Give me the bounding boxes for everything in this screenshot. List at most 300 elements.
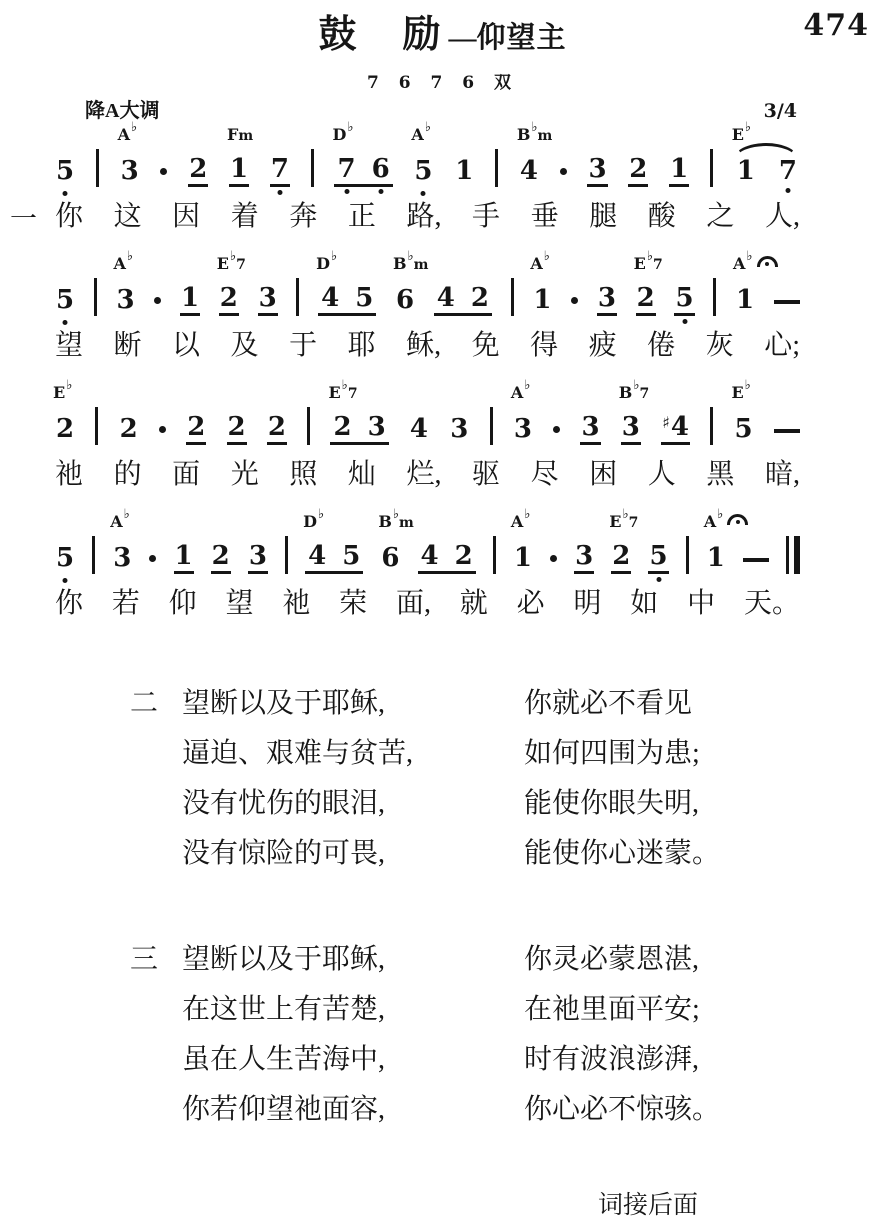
duration-dot (149, 555, 156, 562)
notes-row (55, 120, 800, 187)
lyric-syllable: 仰 (168, 588, 197, 619)
chord-label (732, 249, 778, 273)
barline (493, 536, 496, 574)
sharp-icon: ♯ (662, 413, 670, 432)
note: 5 (648, 543, 668, 574)
flat-icon: ♭ (646, 249, 654, 264)
fermata-icon (727, 514, 748, 525)
flat-icon: ♭ (543, 249, 550, 264)
chord-root: B (516, 125, 531, 144)
note: 2 (186, 414, 206, 445)
note: 3 (580, 414, 600, 445)
note-cell (454, 158, 474, 187)
note: 4 (308, 541, 327, 571)
chord-root: D (332, 125, 347, 144)
chord-label (618, 378, 650, 402)
verse-line (130, 679, 885, 729)
barline (96, 149, 99, 187)
note: 2 (56, 414, 75, 444)
barline (92, 536, 95, 574)
note-cell (628, 156, 648, 187)
chord-suffix: 7 (639, 386, 650, 402)
note-cell (248, 543, 268, 574)
lyric-syllable: 尽 (530, 459, 559, 490)
barline (311, 149, 314, 187)
chord-root: E (53, 383, 66, 402)
note-cell (674, 285, 694, 316)
flat-icon: ♭ (717, 507, 724, 522)
flat-icon: ♭ (123, 507, 130, 522)
lyric-syllable: 祂 (282, 588, 311, 619)
lyric-syllable: 荣 (339, 588, 368, 619)
duration-dot (571, 297, 578, 304)
hymn-title-subtitle: 仰望主 (476, 22, 567, 54)
verse-line (130, 935, 885, 985)
chord-root: E (731, 125, 744, 144)
verse-number: 二 (130, 688, 159, 719)
note-cell (731, 120, 800, 187)
note: 3 (120, 156, 139, 186)
verse-text-col2: 你就必不看见 (524, 688, 693, 719)
note-cell (211, 543, 231, 574)
lyric-syllable: 困 (589, 459, 618, 490)
note: 1 (174, 543, 194, 574)
note: 7 (778, 156, 797, 186)
note: 3 (450, 414, 469, 444)
note: 1 (735, 285, 755, 315)
note-cell (648, 543, 668, 574)
note-cell (180, 285, 200, 316)
chord-label (110, 507, 130, 531)
chord-label (609, 507, 639, 531)
note-cell (434, 285, 492, 316)
note: 2 (636, 285, 656, 316)
chord-label (516, 120, 553, 144)
lyric-syllable: 的 (113, 459, 142, 490)
half-note-dash (743, 558, 769, 562)
chord-label (378, 507, 414, 531)
chord-root: E (216, 254, 229, 273)
chord-root: A (732, 254, 746, 273)
chord-root: A (110, 512, 123, 531)
flat-icon: ♭ (744, 120, 752, 135)
hymn-title (0, 0, 885, 54)
flat-icon: ♭ (230, 249, 237, 264)
flat-icon: ♭ (744, 378, 751, 393)
chord-root: E (731, 383, 744, 402)
note-cell (117, 120, 140, 187)
barline-thin (786, 536, 789, 574)
lyric-syllable: 人 (647, 459, 676, 490)
key-time-row (85, 101, 797, 121)
barline (285, 536, 288, 574)
verse-text-col2: 时有波浪澎湃, (524, 1044, 700, 1075)
lyric-syllable: 照 (289, 459, 318, 490)
lyrics-row (55, 587, 800, 629)
flat-icon: ♭ (531, 120, 538, 135)
notes-row (55, 249, 800, 316)
flat-icon: ♭ (347, 120, 354, 135)
note-cell (411, 120, 433, 187)
note-cell (580, 414, 600, 445)
verse-line (130, 1035, 885, 1085)
note: 2 (211, 543, 231, 574)
chord-root: E (328, 383, 341, 402)
barline (307, 407, 310, 445)
barline (713, 278, 716, 316)
note: 5 (56, 543, 75, 573)
chord-root: D (303, 512, 317, 531)
music-line (55, 507, 800, 629)
note: 3 (597, 285, 617, 316)
chord-root: F (227, 125, 239, 144)
chord-label (703, 507, 749, 531)
note-cell (703, 507, 726, 574)
lyric-syllable: 稣, (406, 330, 442, 361)
note-cell (732, 249, 755, 316)
barline (495, 149, 498, 187)
chord-root: A (113, 254, 126, 273)
lyrics-row (55, 329, 800, 371)
flat-icon: ♭ (131, 120, 138, 135)
chord-suffix: 7 (628, 515, 639, 531)
barline (710, 149, 713, 187)
note-cell (332, 120, 392, 187)
note: 1 (736, 156, 755, 186)
note-cell (731, 378, 753, 445)
chord-suffix: m (413, 257, 429, 273)
lyric-syllable: 你 (55, 201, 84, 232)
verse-number: 三 (130, 944, 159, 975)
note: 4 (420, 541, 439, 571)
barline (490, 407, 493, 445)
chord-suffix: m (238, 128, 254, 144)
note: 5 (342, 541, 361, 571)
lyric-syllable: 如 (630, 588, 659, 619)
chord-suffix: 7 (347, 386, 358, 402)
note-cell (392, 249, 429, 316)
note: 7 (270, 156, 290, 187)
half-note-dash (774, 300, 800, 304)
hymn-title-dash: — (448, 23, 477, 54)
lyric-syllable: 烂, (406, 459, 442, 490)
lyric-syllable: 望 (55, 330, 84, 361)
chord-label (633, 249, 663, 273)
note: 2 (188, 156, 208, 187)
note: 3 (248, 543, 268, 574)
note: 2 (219, 285, 239, 316)
note: 2 (119, 414, 138, 444)
verse-text-col2: 如何四围为患; (524, 738, 700, 769)
flat-icon: ♭ (524, 378, 531, 393)
note: 2 (628, 156, 648, 187)
beamed-note-pair (334, 156, 392, 187)
barline (710, 407, 713, 445)
note-cell (303, 507, 363, 574)
lyric-syllable: 手 (472, 201, 501, 232)
lyric-syllable: 灰 (705, 330, 734, 361)
chord-root: E (609, 512, 622, 531)
note: 1 (706, 543, 725, 573)
note: 7 (337, 154, 356, 184)
note: 5 (414, 156, 433, 186)
note: 3 (258, 285, 278, 316)
note-cell (449, 416, 469, 445)
note: 5 (355, 283, 374, 313)
lyric-syllable: 断 (113, 330, 142, 361)
chord-label (731, 120, 752, 144)
lyric-syllable: 正 (347, 201, 376, 232)
flat-icon: ♭ (746, 249, 753, 264)
note: 4 (436, 283, 455, 313)
hymn-meter: 7 6 7 6 双 (367, 73, 518, 93)
chord-label (227, 127, 253, 143)
music-line (10, 120, 800, 242)
chord-root: A (510, 512, 524, 531)
verse-block (130, 935, 885, 1135)
note: 4 (519, 156, 538, 186)
note: 3 (574, 543, 594, 574)
chord-label (731, 378, 751, 402)
note: ♯4 (661, 414, 690, 445)
lyrics-row (10, 200, 800, 242)
flat-icon: ♭ (424, 120, 431, 135)
lyric-syllable: 必 (516, 588, 545, 619)
note: 3 (367, 412, 386, 442)
verse-text-col2: 在祂里面平安; (524, 994, 700, 1025)
flat-icon: ♭ (622, 507, 629, 522)
beamed-note-pair (418, 543, 476, 574)
note: 5 (56, 285, 75, 315)
lyric-syllable: 中 (687, 588, 716, 619)
chord-root: E (633, 254, 646, 273)
lyric-syllable: 暗, (764, 459, 800, 490)
chord-label (328, 378, 358, 402)
note-cell (574, 543, 594, 574)
note-cell (669, 156, 689, 187)
verse-line (130, 729, 885, 779)
beamed-note-pair (330, 414, 388, 445)
chord-root: B (378, 512, 392, 531)
note-cell (55, 287, 75, 316)
note-cell (258, 285, 278, 316)
chord-label (303, 507, 325, 531)
lyrics-row (55, 458, 800, 500)
lyric-syllable: 若 (111, 588, 140, 619)
barline (686, 536, 689, 574)
lyric-syllable: 得 (530, 330, 559, 361)
notes-row (55, 507, 800, 574)
flat-icon: ♭ (341, 378, 348, 393)
note-cell (510, 378, 533, 445)
note-cell (409, 416, 429, 445)
note-cell (316, 249, 376, 316)
note: 6 (395, 285, 415, 315)
chord-label (332, 120, 354, 144)
lyric-syllable: 这 (113, 201, 142, 232)
verse-text-col1: 没有惊险的可畏, (182, 838, 386, 869)
chord-root: D (316, 254, 330, 273)
lyric-syllable: 奔 (289, 201, 318, 232)
flat-icon: ♭ (524, 507, 531, 522)
note: 2 (227, 414, 247, 445)
note-cell (418, 543, 476, 574)
lyric-syllable: 于 (289, 330, 318, 361)
note: 2 (470, 283, 489, 313)
note-cell (119, 416, 139, 445)
lyric-syllable: 疲 (588, 330, 617, 361)
duration-dot (160, 168, 167, 175)
beamed-note-pair (434, 285, 492, 316)
lyric-syllable: 腿 (589, 201, 618, 232)
barline-thick (794, 536, 800, 574)
note-cell (55, 158, 75, 187)
note: 1 (669, 156, 689, 187)
lyric-syllable: 驱 (472, 459, 501, 490)
chord-root: B (618, 383, 633, 402)
duration-dot (550, 555, 557, 562)
verses-section (130, 679, 885, 1135)
note-cell (618, 378, 650, 445)
note: 4 (321, 283, 340, 313)
barline (296, 278, 299, 316)
flat-icon: ♭ (633, 378, 640, 393)
chord-label (216, 249, 246, 273)
final-barline (786, 536, 800, 574)
note-cell (609, 507, 639, 574)
note: 1 (455, 156, 474, 186)
note: 2 (267, 414, 287, 445)
verse-text-col1: 逼迫、艰难与贫苦, (182, 738, 414, 769)
note-cell (227, 414, 247, 445)
barline (511, 278, 514, 316)
key-signature: 降A大调 (85, 100, 160, 122)
verse-text-col1: 望断以及于耶稣, (182, 688, 386, 719)
lyric-syllable: 祂 (55, 459, 84, 490)
lyric-syllable: 光 (230, 459, 259, 490)
music-notation (10, 120, 800, 629)
note-cell (510, 507, 533, 574)
verse-text-col1: 没有忧伤的眼泪, (182, 788, 386, 819)
note-cell (328, 378, 388, 445)
note-cell (267, 414, 287, 445)
note-cell (55, 545, 75, 574)
verse-text-col1: 望断以及于耶稣, (182, 944, 386, 975)
barline (94, 278, 97, 316)
chord-label (117, 120, 138, 144)
verse-block (130, 679, 885, 879)
lyric-syllable: 天。 (743, 588, 800, 619)
note: 3 (513, 414, 532, 444)
note-cell (188, 156, 208, 187)
note-cell (227, 125, 254, 187)
page-number: 474 (803, 8, 869, 43)
lyric-syllable: 望 (225, 588, 254, 619)
note-cell (587, 156, 607, 187)
chord-root: A (530, 254, 543, 273)
lyric-syllable: 垂 (530, 201, 559, 232)
duration-dot (159, 426, 166, 433)
chord-root: A (703, 512, 717, 531)
lyric-syllable: 灿 (347, 459, 376, 490)
chord-suffix: m (537, 128, 553, 144)
note-cell (113, 249, 136, 316)
note: 5 (734, 414, 753, 444)
flat-icon: ♭ (392, 507, 400, 522)
note: 3 (621, 414, 641, 445)
verse-text-col2: 能使你眼失明, (524, 788, 700, 819)
lyric-syllable: 因 (172, 201, 201, 232)
note-cell (270, 156, 290, 187)
note: 3 (113, 543, 132, 573)
note-cell (597, 285, 617, 316)
lyric-syllable: 面, (395, 588, 431, 619)
verse-text-col1: 在这世上有苦楚, (182, 994, 386, 1025)
flat-icon: ♭ (66, 378, 73, 393)
hymn-title-main: 鼓 励 (318, 14, 445, 56)
chord-label (530, 249, 550, 273)
verse-text-col2: 你灵必蒙恩湛, (524, 944, 700, 975)
duration-dot (560, 168, 567, 175)
flat-icon: ♭ (407, 249, 414, 264)
note: 1 (180, 285, 200, 316)
note-cell (174, 543, 194, 574)
chord-root: B (392, 254, 407, 273)
lyric-syllable: 心; (764, 330, 800, 361)
lyric-syllable: 着 (230, 201, 259, 232)
chord-label (510, 378, 531, 402)
lyric-syllable: 就 (459, 588, 488, 619)
lyric-syllable: 明 (573, 588, 602, 619)
chord-suffix: 7 (653, 257, 663, 273)
verse-line (130, 1085, 885, 1135)
note: 4 (409, 414, 428, 444)
lyric-syllable: 酸 (647, 201, 676, 232)
verse-text-col2: 你心必不惊骇。 (524, 1094, 721, 1125)
lyric-syllable: 面 (172, 459, 201, 490)
lyric-syllable: 及 (230, 330, 259, 361)
lyric-syllable: 免 (471, 330, 500, 361)
note: 2 (611, 543, 631, 574)
chord-suffix: m (399, 515, 414, 531)
note-cell (110, 507, 132, 574)
note: 5 (56, 156, 75, 186)
beamed-note-pair (305, 543, 363, 574)
duration-dot (553, 426, 560, 433)
note: 3 (116, 285, 135, 315)
verse-line (130, 985, 885, 1035)
flat-icon: ♭ (126, 249, 134, 264)
lyric-syllable: 人, (764, 201, 800, 232)
note-cell (633, 249, 663, 316)
chord-label (392, 249, 429, 273)
music-line (55, 249, 800, 371)
lyric-syllable: 倦 (647, 330, 676, 361)
duration-dot (154, 297, 161, 304)
verse-line (130, 779, 885, 829)
note: 2 (454, 541, 473, 571)
note: 6 (371, 154, 390, 184)
note: 1 (229, 156, 249, 187)
music-line (53, 378, 800, 500)
note: 6 (381, 543, 400, 573)
verse-text-col2: 能使你心迷蒙。 (524, 838, 721, 869)
note-cell (216, 249, 246, 316)
half-note-dash (774, 429, 800, 433)
note-cell (378, 507, 414, 574)
verse-line (130, 829, 885, 879)
chord-root: A (411, 125, 424, 144)
